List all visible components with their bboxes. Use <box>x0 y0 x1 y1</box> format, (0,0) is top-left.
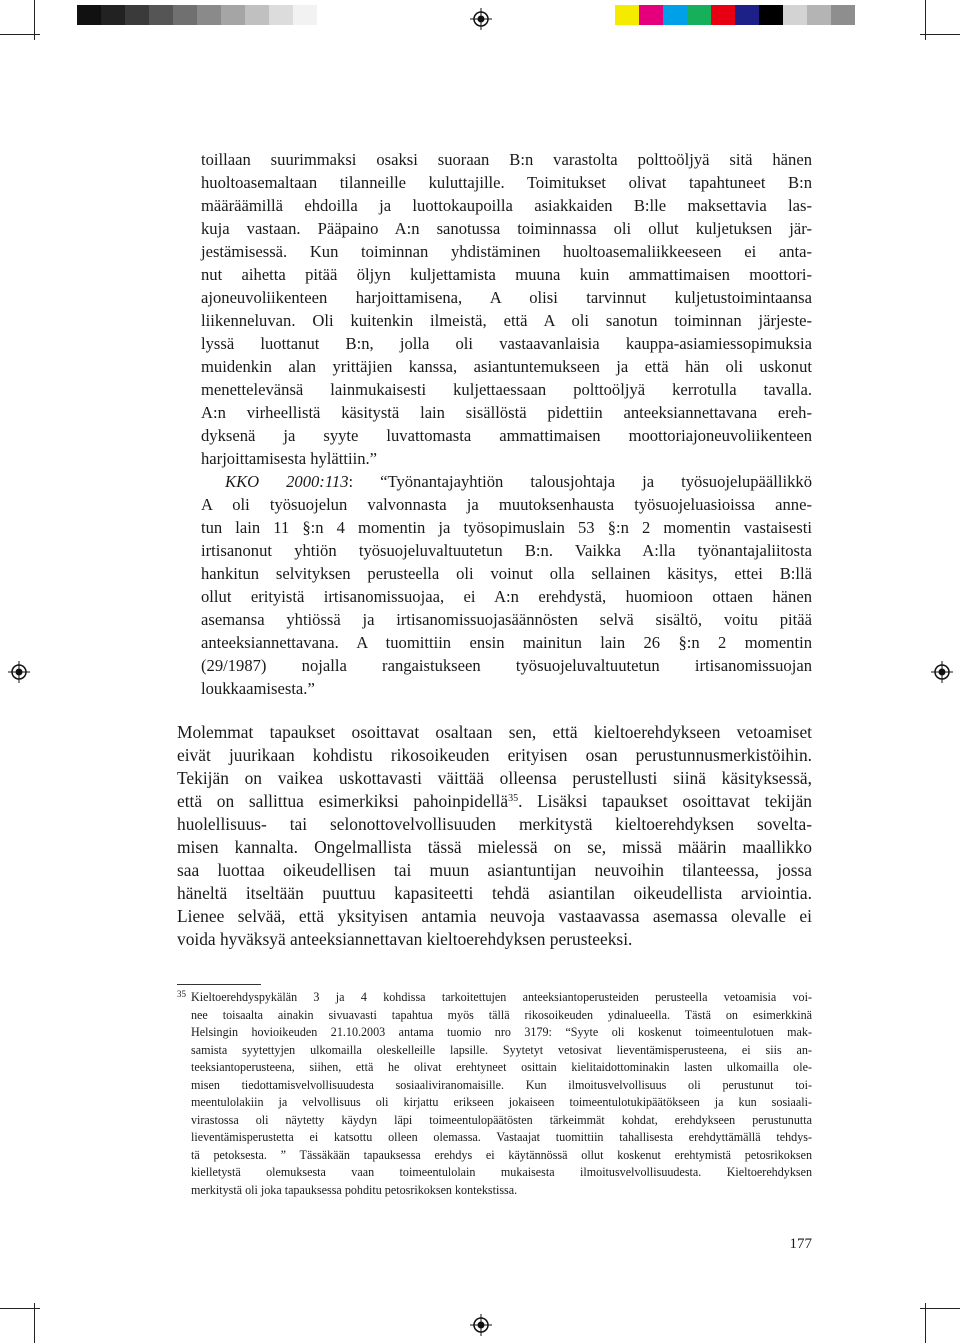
text-line: tun lain 11 §:n 4 momentin ja työsopimuslain 53 §:n 2 momentin vastaisesti <box>201 518 812 537</box>
text-line: menettelevänsä lainmukaisesti kuljettaessaan polttoöljyä kerrotulla tavalla. <box>201 380 812 399</box>
text-line: nut aihetta pitää öljyn kuljettamista muuna kuin ammattimaisen moottori- <box>201 265 812 284</box>
text-line: kuja vastaan. Pääpaino A:n sanotussa toiminnassa oli ollut kuljetuksen jär- <box>201 219 812 238</box>
text-line: misen kannalta. Ongelmallista tässä mielessä on se, missä määrin maallikko <box>177 837 812 857</box>
color-swatch <box>77 5 101 25</box>
text-line: hankitun selvityksen perusteella oli voinut olla sellainen käsitys, ettei B:llä <box>201 564 812 583</box>
text-line: misen tiedottamisvelvollisuudesta sosiaaliviranomaisille. Kun ilmoitusvelvollisuus oli perustunut toi- <box>191 1077 812 1092</box>
text-line: asemansa yhtiössä ja irtisanomissuojasäännösten selvä sisältö, voitu pitää <box>201 610 812 629</box>
color-swatch <box>149 5 173 25</box>
text-line: määräämillä ehdoilla ja luottokaupoilla asiakkaiden B:lle maksettavia las- <box>201 196 812 215</box>
text-line: ollut erityistä irtisanomissuojaa, ei A:n erehdystä, huomioon ottaen hänen <box>201 587 812 606</box>
text-line: irtisanonut yhtiön työsuojeluvaltuutetun B:n. Vaikka A:lla työnantajaliitosta <box>201 541 812 560</box>
crop-mark <box>34 0 35 40</box>
color-swatch <box>125 5 149 25</box>
registration-mark-icon <box>8 661 30 683</box>
text-line: meentulolakiin ja velvollisuus oli kirjattu erikseen jokaiseen toimeentulotukipäätökseen ja kun sosiaali- <box>191 1095 812 1109</box>
color-swatch <box>101 5 125 25</box>
quote-paragraph <box>201 148 812 470</box>
color-swatch <box>783 5 807 25</box>
text-line: nee toisaalta ainakin sivuavasti tapahtua myös tällä rikosoikeuden ydinalueella. Tästä on esimerkkinä <box>191 1007 812 1022</box>
color-swatch <box>711 5 735 25</box>
text-line: liikenneluvan. Oli kuitenkin ilmeistä, että A oli sanotun toiminnan järjeste- <box>201 311 812 330</box>
text-line: huolellisuus- tai selonottovelvollisuuden merkitystä kieltoerehdyksen sovelta- <box>177 814 812 834</box>
text-line: A oli työsuojelun valvonnasta ja muutoksenhausta työsuojeluasioissa anne- <box>201 495 812 514</box>
text-line: Molemmat tapaukset osoittavat osaltaan sen, että kieltoerehdykseen vetoamiset <box>177 722 812 742</box>
text-line: saa luottaa oikeudellisen tai muun asiantuntijan neuvoihin tilanteessa, jossa <box>177 860 812 880</box>
color-swatch <box>735 5 759 25</box>
color-swatch <box>245 5 269 25</box>
text-line: ajoneuvoliikenteen harjoittamisena, A olisi tarvinnut kuljetustoimintaansa <box>201 288 812 307</box>
text-line: virastossa oli näytetty käydyn läpi toimeentulopäätösten tärkeimmät kohdat, erehdykseen perustunutta <box>191 1112 812 1127</box>
body-text: että on sallittua esimerkiksi pahoinpidellä <box>177 791 509 811</box>
body-line-with-note <box>177 790 812 813</box>
text-line: Helsingin hovioikeuden 21.10.2003 antama tuomio nro 3179: “Syyte oli koskenut toimeentulotuen mak- <box>191 1025 812 1039</box>
text-line: (29/1987) nojalla rangaistukseen työsuojeluvaltuutetun irtisanomissuojan <box>201 656 812 675</box>
color-swatch <box>639 5 663 25</box>
body-paragraph <box>177 721 812 951</box>
grayscale-calibration-bar <box>77 5 317 25</box>
registration-mark-icon <box>931 661 953 683</box>
text-line: teeksiantoperusteena, siihen, että he olivat erehtyneet osittain kielitaidottominakin lasten ulkomailla ole- <box>191 1060 812 1074</box>
color-swatch <box>173 5 197 25</box>
body-lines <box>177 721 812 790</box>
page-number: 177 <box>789 1236 812 1252</box>
color-swatch <box>269 5 293 25</box>
text-line: merkitystä oli joka tapauksessa pohditu petosrikoksen kontekstissa. <box>191 1182 518 1197</box>
case-heading-line <box>201 470 812 493</box>
color-swatch <box>663 5 687 25</box>
text-line: kielletystä olemuksesta vaan toimeentulolain mukaisesta ilmoitusvelvollisuudesta. Kieltoerehdyksen <box>191 1165 812 1179</box>
color-calibration-bar <box>615 5 855 25</box>
color-swatch <box>221 5 245 25</box>
color-swatch <box>831 5 855 25</box>
registration-mark-icon <box>470 1314 492 1336</box>
text-line: tä petoksesta. ” Tässäkään tapauksessa erehdys ei käytännössä ollut koskenut erehtymistä petosrikoksen <box>191 1147 812 1162</box>
text-line: jestämisessä. Kun toiminnan yhdistäminen huoltoasemaliikkeeseen ei anta- <box>201 242 812 261</box>
footnote-number: 35 <box>177 989 186 999</box>
text-line: Kieltoerehdyspykälän 3 ja 4 kohdissa tarkoitettujen anteeksiantoperusteiden perusteella vetoamisia voi- <box>191 990 812 1004</box>
text-line: A:n virheellistä käsitystä lain sisällöstä pidettiin anteeksiannettavana ereh- <box>201 403 812 422</box>
text-line: lieventämisperustetta ei katsottu olleen olemassa. Vastaajat tuomittiin tahallisesta erehdyttämällä tehdys- <box>191 1130 812 1144</box>
text-line: loukkaamisesta.” <box>201 679 315 698</box>
color-swatch <box>759 5 783 25</box>
text-line: lyssä luottanut B:n, jolla oli vastaavanlaisia kauppa-asiamiessopimuksia <box>201 334 812 353</box>
text-line: muidenkin alan yrittäjien kanssa, asiantuntemukseen ja että hän oli uskonut <box>201 357 812 376</box>
registration-mark-icon <box>470 8 492 30</box>
case-heading-text: : “Työnantajayhtiön talousjohtaja ja työsuojelupäällikkö <box>348 472 812 491</box>
text-line: Lienee selvää, että yksityisen antamia neuvoja vastaavassa asemassa olevalle ei <box>177 906 812 926</box>
text-line: eivät juurikaan kohdistu rikosoikeuden erityisen osan perustunnusmerkistöihin. <box>177 745 812 765</box>
footnote-divider <box>177 984 261 985</box>
crop-mark <box>920 1308 960 1309</box>
crop-mark <box>925 0 926 40</box>
text-line: samista syytettyjen ulkomailla oleskelleille lapsille. Syytetyt vetosivat lieventämisperusteena, ei siis an- <box>191 1042 812 1057</box>
text-line: dyksenä ja syyte luvattomasta ammattimaisen moottoriajoneuvoliikenteen <box>201 426 812 445</box>
color-swatch <box>687 5 711 25</box>
crop-mark <box>920 34 960 35</box>
case-paragraph <box>201 493 812 700</box>
body-lines <box>177 813 812 951</box>
color-swatch <box>197 5 221 25</box>
text-line: häneltä itseltään puuttuu kapasiteetti tehdä asiantilan oikeudellista arviointia. <box>177 883 812 903</box>
text-line: Tekijän on vaikea uskottavasti väittää olleensa perustellusti siinä käsityksessä, <box>177 768 812 788</box>
crop-mark <box>34 1303 35 1343</box>
text-line: voida hyväksyä anteeksiannettavan kieltoerehdyksen perusteeksi. <box>177 929 633 949</box>
body-text: . Lisäksi tapaukset osoittavat tekijän <box>518 791 812 811</box>
color-swatch <box>807 5 831 25</box>
footnote-text <box>191 989 812 1199</box>
quoted-case-block <box>201 148 812 700</box>
case-reference: KKO 2000:113 <box>225 472 349 491</box>
text-line: toillaan suurimmaksi osaksi suoraan B:n varastolta polttoöljyä sitä hänen <box>201 150 812 169</box>
footnote-reference[interactable]: 35 <box>508 793 519 804</box>
text-line: harjoittamisesta hylättiin.” <box>201 449 378 468</box>
color-swatch <box>293 5 317 25</box>
text-line: anteeksiannettavana. A tuomittiin ensin mainitun lain 26 §:n 2 momentin <box>201 633 812 652</box>
text-line: huoltoasemaltaan tilanneille kuluttajille. Toimitukset olivat tapahtuneet B:n <box>201 173 812 192</box>
crop-mark <box>925 1303 926 1343</box>
color-swatch <box>615 5 639 25</box>
